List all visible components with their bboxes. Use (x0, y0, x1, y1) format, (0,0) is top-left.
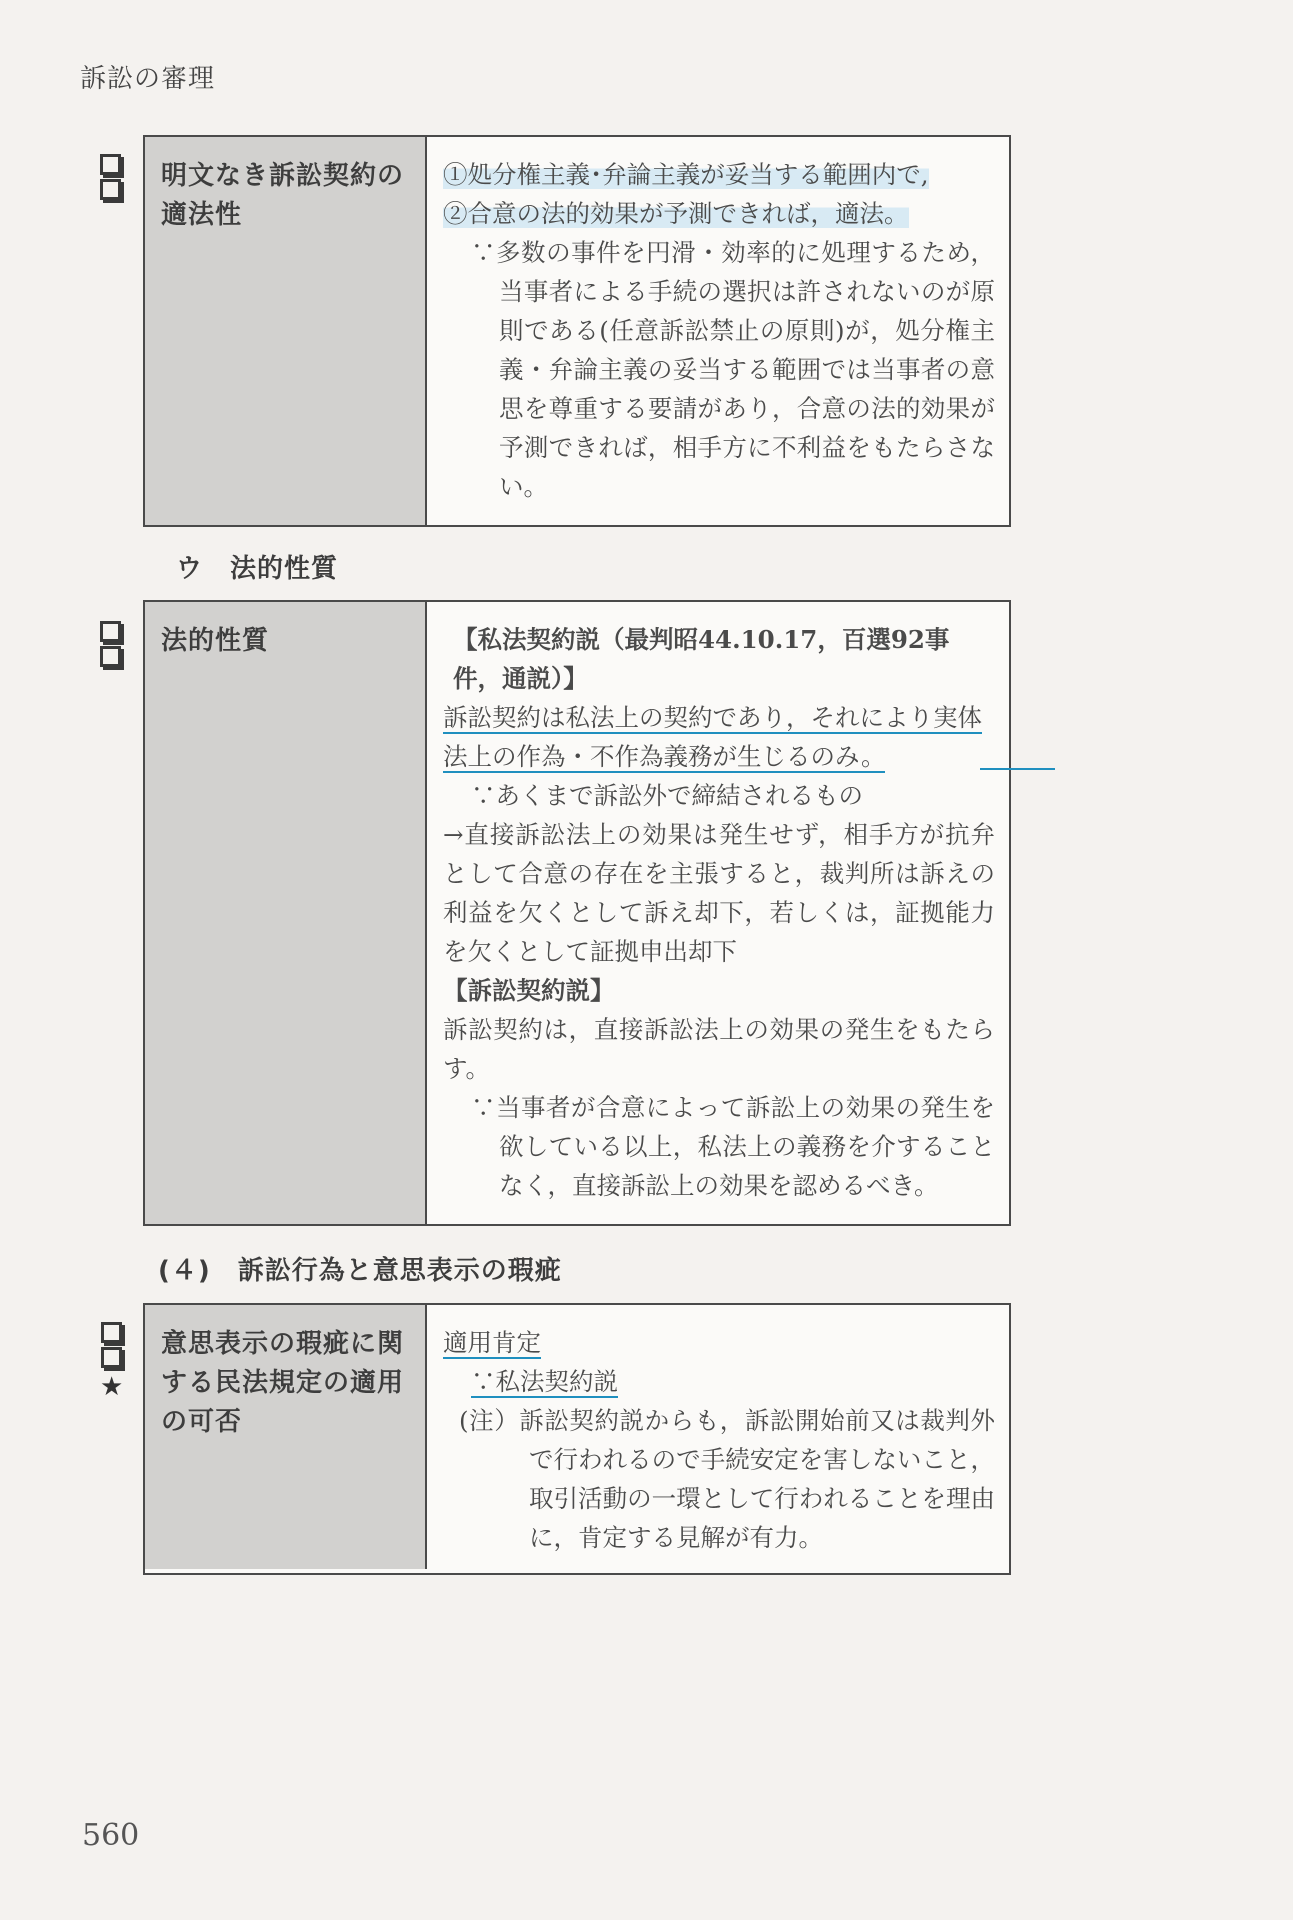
page-number: 560 (82, 1818, 140, 1853)
table-legal-nature (143, 600, 1011, 1226)
row-label: 意思表示の瑕疵に関する民法規定の適用の可否 (145, 1305, 427, 1569)
checkbox-group-3 (100, 1322, 123, 1400)
condition-line-1: ①処分権主義･弁論主義が妥当する範囲内で, (443, 160, 929, 189)
checkbox-icon[interactable] (101, 1322, 122, 1343)
star-icon: ★ (100, 1372, 124, 1402)
theory-title-litigation: 【訴訟契約説】 (443, 976, 615, 1005)
theory-body-private: 訴訟契約は私法上の契約であり，それにより実体法上の作為・不作為義務が生じるのみ。 (443, 703, 982, 771)
row-label: 明文なき訴訟契約の適法性 (145, 137, 427, 525)
theory-title-private: 【私法契約説（最判昭44.10.17，百選92事件，通説）】 (453, 625, 950, 693)
heading-section-4: (４) 訴訟行為と意思表示の瑕疵 (158, 1256, 562, 1286)
note-text: (注）訴訟契約説からも，訴訟開始前又は裁判外で行われるので手続安定を害しないこと，取引活動の一環として行われることを理由に，肯定する見解が有力。 (459, 1406, 995, 1552)
checkbox-icon[interactable] (100, 154, 121, 175)
checkbox-icon[interactable] (100, 179, 121, 200)
theory-reason-litigation: ∵当事者が合意によって訴訟上の効果の発生を欲している以上，私法上の義務を介することなく，直接訴訟上の効果を認めるべき。 (471, 1093, 995, 1200)
theory-result-private: →直接訴訟法上の効果は発生せず，相手方が抗弁として合意の存在を主張すると，裁判所は訴えの利益を欠くとして訴え却下，若しくは，証拠能力を欠くとして証拠申出却下 (443, 820, 995, 966)
row-content (427, 1305, 1009, 1573)
checkbox-icon[interactable] (101, 1347, 122, 1368)
row-label: 法的性質 (145, 602, 427, 1224)
row-content (427, 137, 1009, 525)
reason-text: ∵多数の事件を円滑・効率的に処理するため，当事者による手続の選択は許されないのが原則である(任意訴訟禁止の原則)が，処分権主義・弁論主義の妥当する範囲では当事者の意思を尊重する要請があり，合意の法的効果が予測できれば，相手方に不利益をもたらさない。 (471, 238, 995, 501)
table-defect-of-intent (143, 1303, 1011, 1575)
table-legality (143, 135, 1011, 527)
checkbox-icon[interactable] (100, 646, 121, 667)
running-head: 訴訟の審理 (80, 64, 216, 94)
theory-body-litigation: 訴訟契約は，直接訴訟法上の効果の発生をもたらす。 (443, 1015, 995, 1083)
row-content (427, 602, 1009, 1224)
checkbox-icon[interactable] (100, 621, 121, 642)
answer-reason: ∵私法契約説 (471, 1367, 618, 1396)
theory-reason-private: ∵あくまで訴訟外で締結されるもの (471, 781, 863, 810)
checkbox-group-2 (100, 621, 121, 667)
pen-underline-tail (980, 768, 1055, 770)
condition-line-2: ②合意の法的効果が予測できれば，適法。 (443, 199, 909, 228)
subheading-legal-nature: ウ 法的性質 (176, 554, 339, 584)
checkbox-group-1 (100, 154, 121, 200)
answer-text: 適用肯定 (443, 1328, 541, 1357)
